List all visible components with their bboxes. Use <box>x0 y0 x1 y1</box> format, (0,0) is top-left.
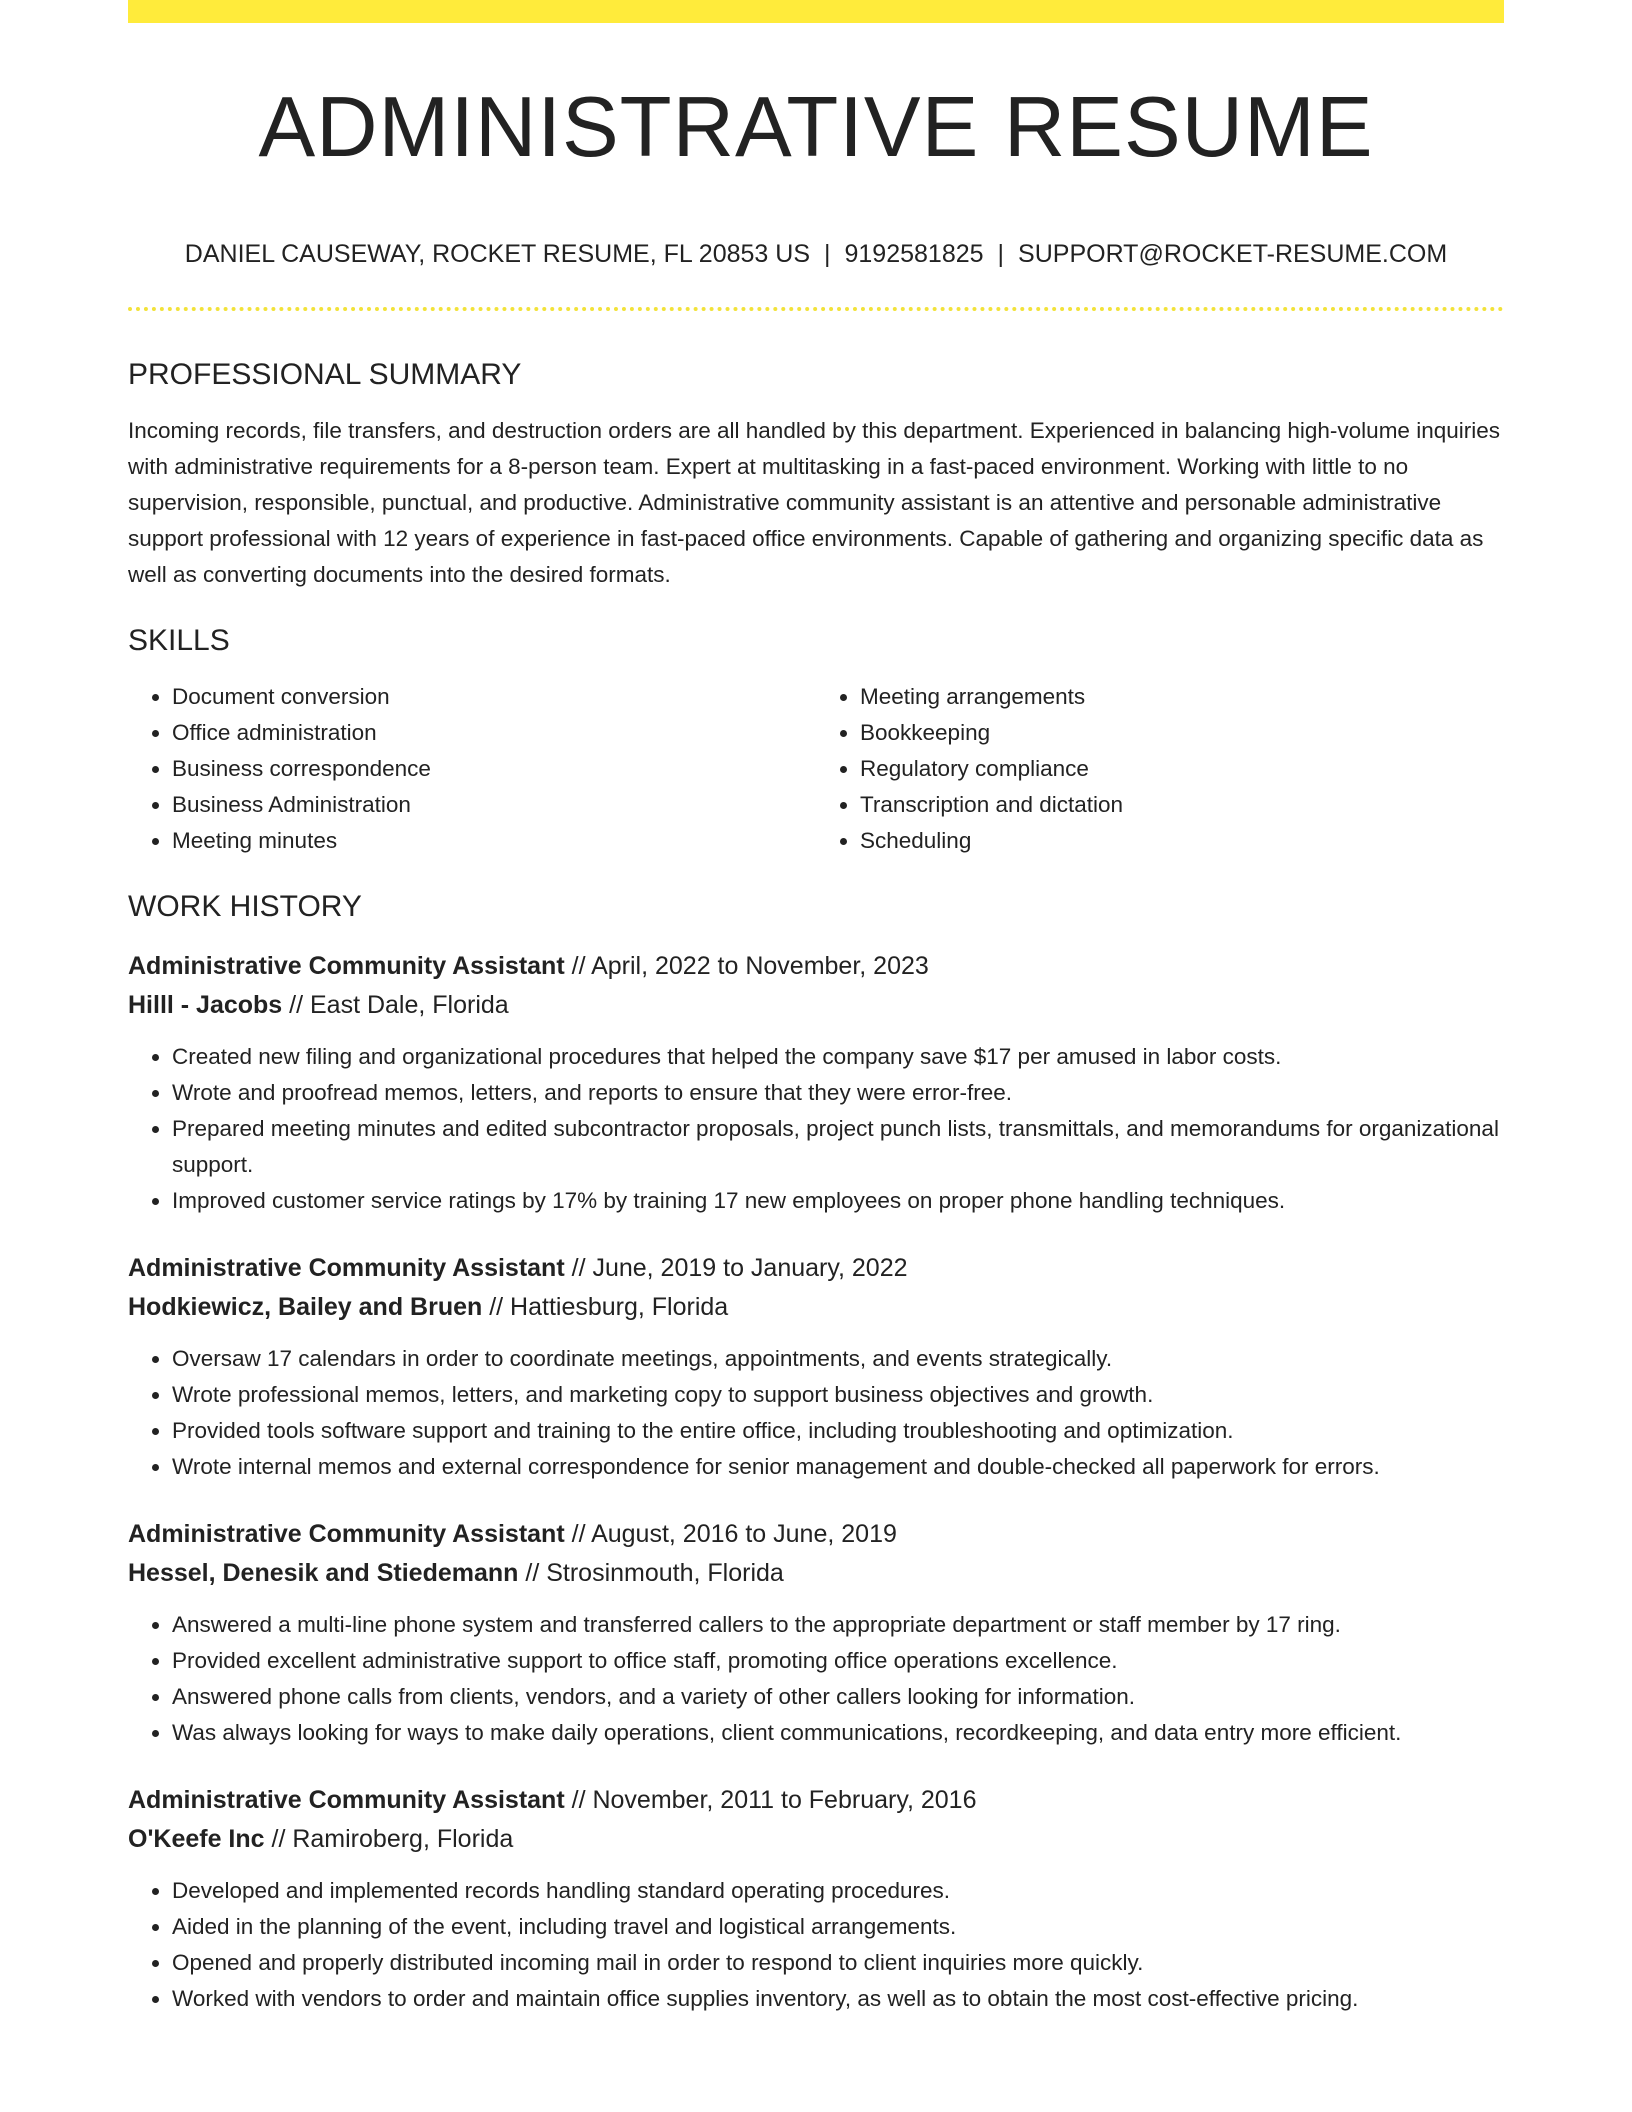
job-company-line <box>128 1554 1504 1593</box>
job-location: // East Dale, Florida <box>282 991 509 1019</box>
skills-column-left <box>128 679 816 859</box>
skills-column-right <box>816 679 1504 859</box>
job-entry <box>128 1515 1504 1751</box>
job-entry <box>128 1781 1504 2017</box>
job-company-line <box>128 1820 1504 1859</box>
skill-item: • Meeting minutes <box>172 823 816 859</box>
job-bullet: • Aided in the planning of the event, including travel and logistical arrangements. <box>172 1909 1504 1945</box>
job-bullet: • Wrote professional memos, letters, and marketing copy to support business objectives and growth. <box>172 1377 1504 1413</box>
job-bullet: • Worked with vendors to order and maintain office supplies inventory, as well as to obtain the most cost-effective pricing. <box>172 1981 1504 2017</box>
contact-separator: | <box>824 240 831 268</box>
job-bullet: • Wrote and proofread memos, letters, and reports to ensure that they were error-free. <box>172 1075 1504 1111</box>
skill-item: • Business Administration <box>172 787 816 823</box>
skill-item: • Transcription and dictation <box>860 787 1504 823</box>
skill-item: • Office administration <box>172 715 816 751</box>
contact-address: DANIEL CAUSEWAY, ROCKET RESUME, FL 20853 US <box>184 240 810 268</box>
job-title-line <box>128 947 1504 986</box>
job-location: // Hattiesburg, Florida <box>482 1293 729 1321</box>
skill-item: • Document conversion <box>172 679 816 715</box>
job-bullets <box>128 1341 1504 1485</box>
job-title: Administrative Community Assistant <box>128 1786 565 1814</box>
contact-phone: 9192581825 <box>844 240 984 268</box>
dotted-divider <box>128 307 1504 311</box>
job-title: Administrative Community Assistant <box>128 1254 565 1282</box>
job-company-line <box>128 986 1504 1025</box>
skill-item: • Meeting arrangements <box>860 679 1504 715</box>
resume-content <box>128 355 1504 2017</box>
job-bullets <box>128 1039 1504 1219</box>
job-bullet: • Opened and properly distributed incoming mail in order to respond to client inquiries more quickly. <box>172 1945 1504 1981</box>
skill-item: • Bookkeeping <box>860 715 1504 751</box>
job-entry <box>128 947 1504 1219</box>
job-dates: // November, 2011 to February, 2016 <box>564 1786 977 1814</box>
job-bullets <box>128 1607 1504 1751</box>
job-entry <box>128 1249 1504 1485</box>
job-bullet: • Created new filing and organizational procedures that helped the company save $17 per amused in labor costs. <box>172 1039 1504 1075</box>
resume-page <box>128 0 1504 2112</box>
job-dates: // April, 2022 to November, 2023 <box>564 952 929 980</box>
skill-item: • Regulatory compliance <box>860 751 1504 787</box>
job-company: Hodkiewicz, Bailey and Bruen <box>128 1293 483 1321</box>
job-title-line <box>128 1781 1504 1820</box>
job-location: // Ramiroberg, Florida <box>264 1825 514 1853</box>
job-title-line <box>128 1515 1504 1554</box>
work-history-heading: WORK HISTORY <box>128 890 362 923</box>
job-bullet: • Provided tools software support and training to the entire office, including troubleshooting and optimization. <box>172 1413 1504 1449</box>
contact-email: SUPPORT@ROCKET-RESUME.COM <box>1018 240 1448 268</box>
job-bullet: • Was always looking for ways to make daily operations, client communications, recordkeeping, and data entry more efficient. <box>172 1715 1504 1751</box>
job-title: Administrative Community Assistant <box>128 952 565 980</box>
summary-heading: PROFESSIONAL SUMMARY <box>128 358 522 391</box>
job-company: Hessel, Denesik and Stiedemann <box>128 1559 519 1587</box>
job-title-line <box>128 1249 1504 1288</box>
contact-line <box>128 238 1504 270</box>
job-bullet: • Oversaw 17 calendars in order to coordinate meetings, appointments, and events strategically. <box>172 1341 1504 1377</box>
job-company: Hilll - Jacobs <box>128 991 283 1019</box>
resume-title: ADMINISTRATIVE RESUME <box>258 80 1374 175</box>
skill-item: • Scheduling <box>860 823 1504 859</box>
job-bullet: • Answered phone calls from clients, vendors, and a variety of other callers looking for information. <box>172 1679 1504 1715</box>
job-bullet: • Improved customer service ratings by 17% by training 17 new employees on proper phone handling techniques. <box>172 1183 1504 1219</box>
job-bullet: • Answered a multi-line phone system and transferred callers to the appropriate department or staff member by 17 ring. <box>172 1607 1504 1643</box>
job-company: O'Keefe Inc <box>128 1825 265 1853</box>
job-location: // Strosinmouth, Florida <box>518 1559 784 1587</box>
job-bullets <box>128 1873 1504 2017</box>
accent-top-bar <box>128 0 1504 23</box>
job-bullet: • Prepared meeting minutes and edited subcontractor proposals, project punch lists, transmittals, and memorandums for organizational support. <box>172 1111 1504 1183</box>
job-dates: // August, 2016 to June, 2019 <box>564 1520 897 1548</box>
job-company-line <box>128 1288 1504 1327</box>
skill-item: • Business correspondence <box>172 751 816 787</box>
job-bullet: • Provided excellent administrative support to office staff, promoting office operations excellence. <box>172 1643 1504 1679</box>
summary-text: Incoming records, file transfers, and destruction orders are all handled by this department. Experienced in balancing high-volume inquiries with administrative requirements for a 8-person team. Expert at multitasking in a fast-paced environment. Working with little to no supervision, responsible, punctual, and productive. Administrative community assistant is an attentive and personable administrative support professional with 12 years of experience in fast-paced office environments. Capable of gathering and organizing specific data as well as converting documents into the desired formats. <box>128 418 1500 587</box>
contact-separator: | <box>997 240 1005 268</box>
job-title: Administrative Community Assistant <box>128 1520 565 1548</box>
job-bullet: • Developed and implemented records handling standard operating procedures. <box>172 1873 1504 1909</box>
job-bullet: • Wrote internal memos and external correspondence for senior management and double-checked all paperwork for errors. <box>172 1449 1504 1485</box>
skills-list <box>128 679 1504 859</box>
skills-heading: SKILLS <box>128 624 230 657</box>
job-dates: // June, 2019 to January, 2022 <box>564 1254 908 1282</box>
